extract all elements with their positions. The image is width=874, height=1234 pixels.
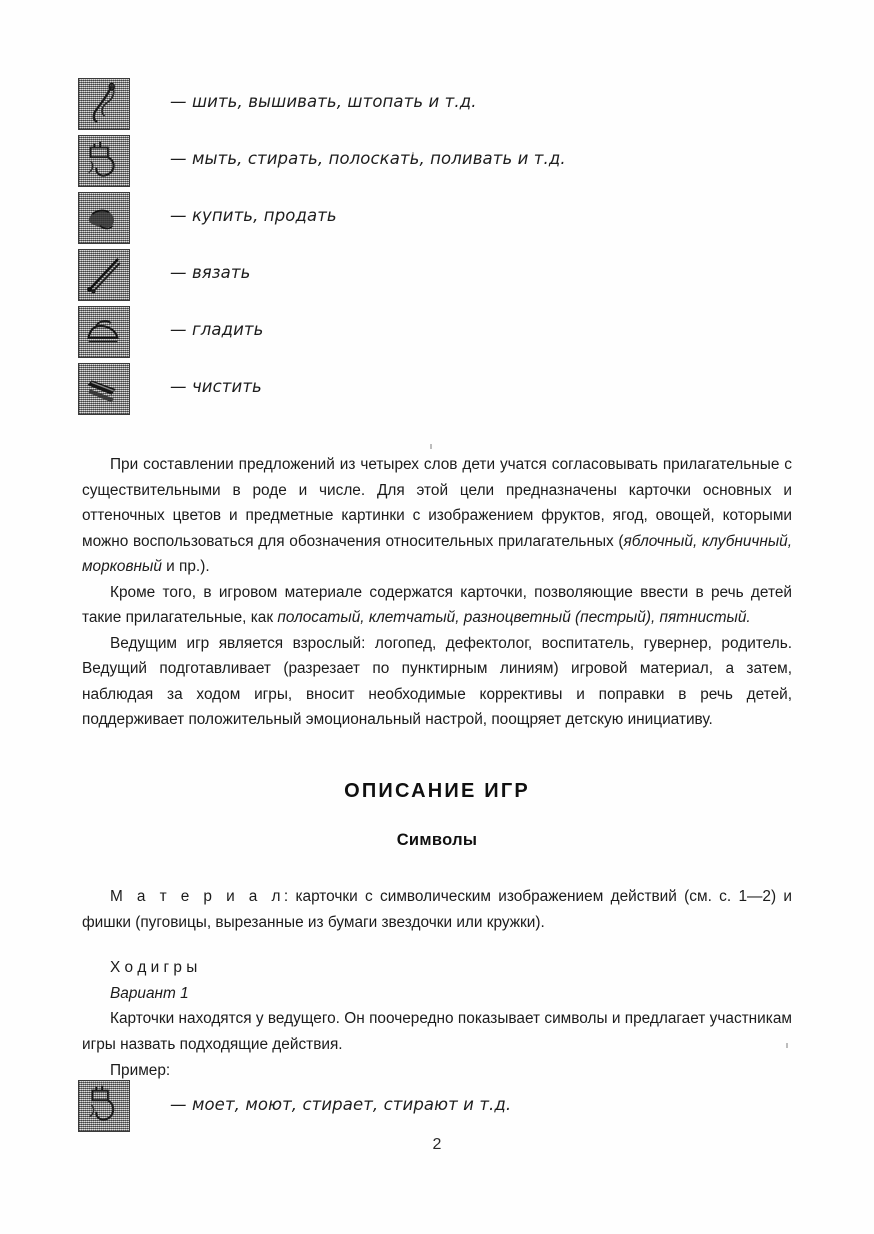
- scan-speck: [430, 444, 432, 449]
- symbol-card-row: [78, 249, 794, 306]
- needle-thread-glyph: [79, 79, 129, 129]
- paragraph-1-text-a: При составлении предложений из четырех слов дети учатся согласовывать прилагательные с существительными в роде и числе. Для этой цели предназначены карточки основных и оттеночных цветов и предметные картинки с изображением фруктов, ягод, овощей, которыми можно воспользоваться для обозначения относительных прилагательных (: [82, 456, 792, 550]
- symbol-card-row: [78, 192, 794, 249]
- symbol-card-row: [78, 306, 794, 363]
- symbol-card-label: — купить, продать: [170, 206, 337, 225]
- symbol-card-label: — шить, вышивать, штопать и т.д.: [170, 92, 477, 111]
- example-card-label: — моет, моют, стирает, стирают и т.д.: [170, 1095, 512, 1114]
- body-prose: [82, 452, 792, 733]
- example-card-row: [78, 1080, 794, 1138]
- knitting-needles-glyph: [79, 250, 129, 300]
- symbol-card-label: — чистить: [170, 377, 262, 396]
- symbol-card-row: [78, 135, 794, 192]
- material-label: М а т е р и а л: [110, 888, 284, 905]
- paragraph-adjectives: [82, 452, 792, 580]
- needle-thread-icon: [78, 78, 130, 130]
- symbol-card-label: — вязать: [170, 263, 251, 282]
- washing-icon: [78, 135, 130, 187]
- paragraph-2-text-a: Кроме того, в игровом материале содержатся карточки, позволяющие ввести в речь детей такие прилагательные, как: [82, 583, 792, 626]
- money-purse-icon: [78, 192, 130, 244]
- section-heading-sub: Символы: [396, 831, 478, 849]
- iron-icon: [78, 306, 130, 358]
- brush-glyph: [79, 364, 129, 414]
- washing-glyph: [79, 136, 129, 186]
- example-label: Пример:: [110, 1062, 171, 1079]
- gameplay-variant: Вариант 1: [110, 984, 189, 1002]
- paragraph-1-italic: яблочный, клубничный, морковный: [82, 532, 792, 575]
- page-number: 2: [432, 1136, 442, 1153]
- symbol-card-row: [78, 363, 794, 420]
- gameplay-heading: Х о д и г р ы: [110, 959, 198, 976]
- symbol-card-list: [78, 78, 794, 420]
- washing-glyph: [79, 1081, 129, 1131]
- symbol-card-label: — гладить: [170, 320, 264, 339]
- gameplay-block: [82, 955, 792, 1057]
- paragraph-patterns: [82, 580, 792, 631]
- money-purse-glyph: [79, 193, 129, 243]
- symbol-card-label: — мыть, стирать, полоскать, поливать и т.д.: [170, 149, 566, 168]
- washing-icon: [78, 1080, 130, 1132]
- symbol-card-row: [78, 78, 794, 135]
- paragraph-leader: Ведущим игр является взрослый: логопед, дефектолог, воспитатель, гувернер, родитель. Ведущий подготавливает (разрезает по пунктирным линиям) игровой материал, а затем, наблюдая за ходом игры, вносит необходимые коррективы и поправки в речь детей, поддерживает положительный эмоциональный настрой, поощряет детскую инициативу.: [82, 634, 792, 728]
- material-block: [82, 884, 792, 935]
- section-heading-main: ОПИСАНИЕ ИГР: [344, 780, 530, 802]
- material-text: : карточки с символическим изображением действий (см. с. 1—2) и фишки (пуговицы, вырезанные из бумаги звездочки или кружки).: [82, 888, 792, 931]
- knitting-needles-icon: [78, 249, 130, 301]
- gameplay-text: Карточки находятся у ведущего. Он поочередно показывает символы и предлагает участникам игры назвать подходящие действия.: [82, 1010, 792, 1053]
- paragraph-1-text-b: и пр.).: [161, 558, 210, 575]
- iron-glyph: [79, 307, 129, 357]
- paragraph-2-italic: полосатый, клетчатый, разноцветный (пестрый), пятнистый.: [277, 609, 751, 626]
- brush-icon: [78, 363, 130, 415]
- material-paragraph: [82, 884, 792, 935]
